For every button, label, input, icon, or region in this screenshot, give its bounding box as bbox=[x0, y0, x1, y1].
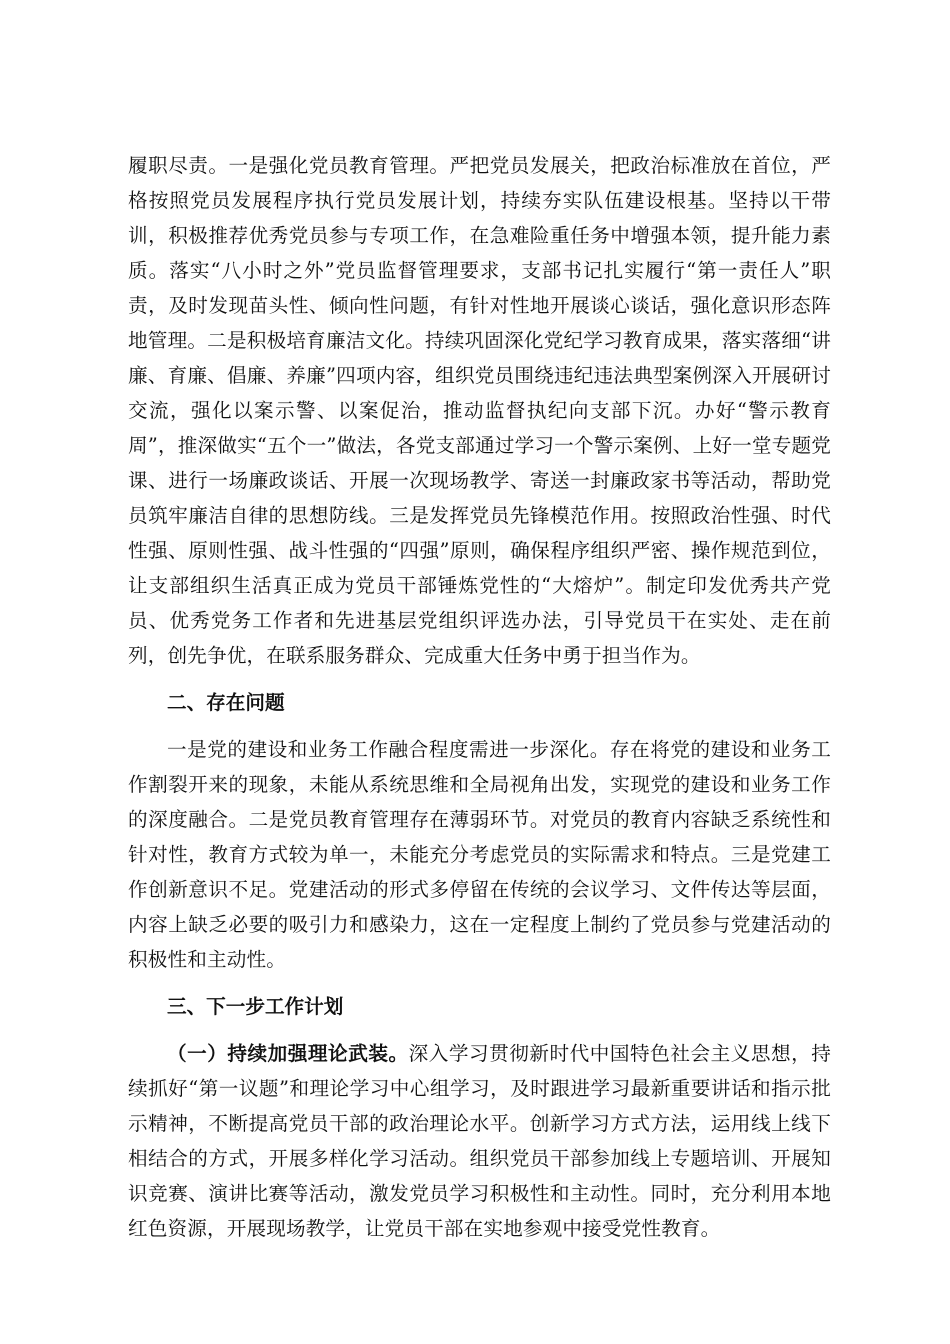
spacer bbox=[128, 720, 831, 732]
subsection-body: 深入学习贯彻新时代中国特色社会主义思想，持续抓好“第一议题”和理论学习中心组学习，及时跟进学习最新重要讲话和指示批示精神，不断提高党员干部的政治理论水平。创新学习方式方法，运用线上线下相结合的方式，开展多样化学习活动。组织党员干部参加线上专题培训、开展知识竞赛、演讲比赛等活动，激发党员学习积极性和主动性。同时，充分利用本地红色资源，开展现场教学，让党员干部在实地参观中接受党性教育。 bbox=[128, 1042, 831, 1240]
section-heading-problems: 二、存在问题 bbox=[167, 691, 285, 714]
spacer bbox=[128, 1024, 831, 1036]
subsection-lead: （一）持续加强理论武装。 bbox=[167, 1042, 409, 1065]
body-paragraph-3 bbox=[128, 1036, 831, 1246]
section-heading-next-steps: 三、下一步工作计划 bbox=[167, 995, 344, 1018]
document-page bbox=[128, 148, 831, 1246]
body-paragraph-1: 履职尽责。一是强化党员教育管理。严把党员发展关，把政治标准放在首位，严格按照党员发展程序执行党员发展计划，持续夯实队伍建设根基。坚持以干带训，积极推荐优秀党员参与专项工作，在急难险重任务中增强本领，提升能力素质。落实“八小时之外”党员监督管理要求，支部书记扎实履行“第一责任人”职责，及时发现苗头性、倾向性问题，有针对性地开展谈心谈话，强化意识形态阵地管理。二是积极培育廉洁文化。持续巩固深化党纪学习教育成果，落实落细“讲廉、育廉、倡廉、养廉”四项内容，组织党员围绕违纪违法典型案例深入开展研讨交流，强化以案示警、以案促治，推动监督执纪向支部下沉。办好“警示教育周”，推深做实“五个一”做法，各党支部通过学习一个警示案例、上好一堂专题党课、进行一场廉政谈话、开展一次现场教学、寄送一封廉政家书等活动，帮助党员筑牢廉洁自律的思想防线。三是发挥党员先锋模范作用。按照政治性强、时代性强、原则性强、战斗性强的“四强”原则，确保程序组织严密、操作规范到位，让支部组织生活真正成为党员干部锤炼党性的“大熔炉”。制定印发优秀共产党员、优秀党务工作者和先进基层党组织评选办法，引导党员干在实处、走在前列，创先争优，在联系服务群众、完成重大任务中勇于担当作为。 bbox=[128, 154, 831, 667]
spacer bbox=[128, 977, 831, 989]
body-paragraph-2: 一是党的建设和业务工作融合程度需进一步深化。存在将党的建设和业务工作割裂开来的现象，未能从系统思维和全局视角出发，实现党的建设和业务工作的深度融合。二是党员教育管理存在薄弱环节。对党员的教育内容缺乏系统性和针对性，教育方式较为单一，未能充分考虑党员的实际需求和特点。三是党建工作创新意识不足。党建活动的形式多停留在传统的会议学习、文件传达等层面，内容上缺乏必要的吸引力和感染力，这在一定程度上制约了党员参与党建活动的积极性和主动性。 bbox=[128, 738, 831, 971]
spacer bbox=[128, 673, 831, 685]
